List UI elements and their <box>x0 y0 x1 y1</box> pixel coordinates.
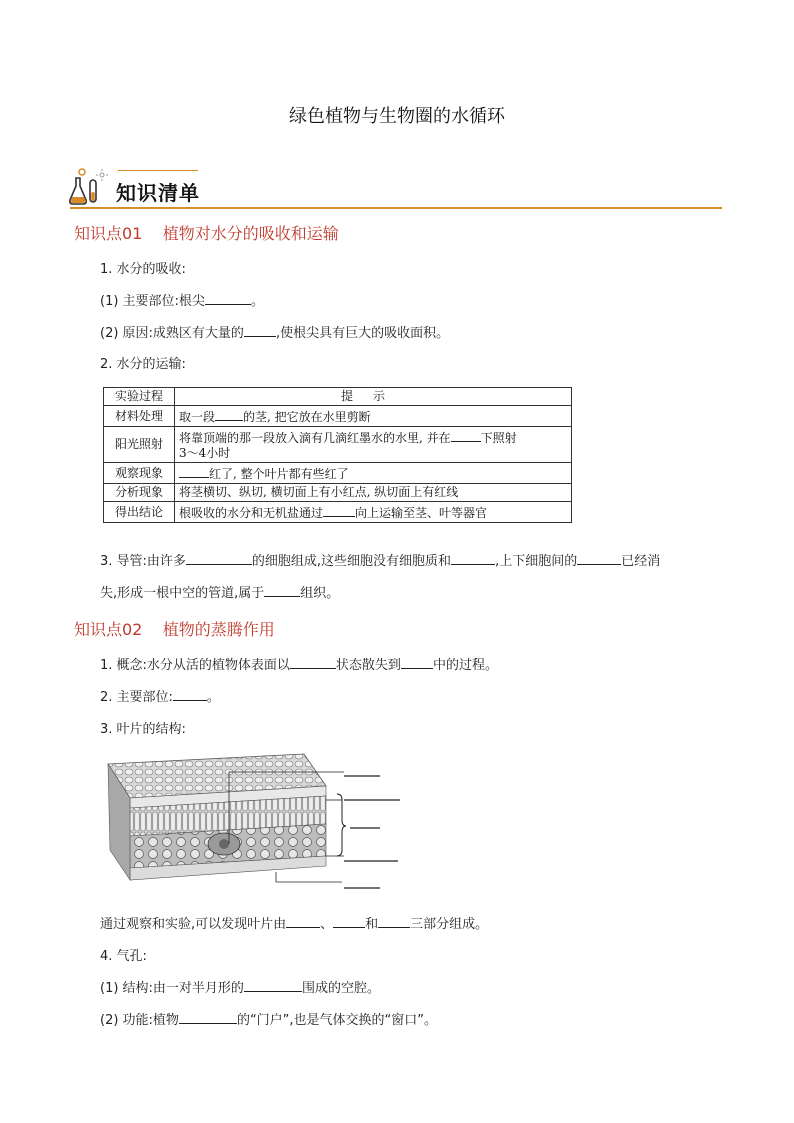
kp2-item-2: 2. 主要部位: 。 <box>100 686 220 705</box>
answer-blank[interactable] <box>290 655 336 669</box>
table-cell: 红了, 整个叶片都有些红了 <box>175 463 572 484</box>
answer-blank[interactable] <box>323 503 355 517</box>
kp1-item-1-1: (1) 主要部位:根尖 。 <box>100 290 264 309</box>
table-cell: 得出结论 <box>104 502 175 523</box>
table-row <box>104 484 572 502</box>
answer-blank[interactable] <box>215 407 243 421</box>
kp2-figure-caption: 通过观察和实验,可以发现叶片由 、 和 三部分组成。 <box>100 913 488 932</box>
table-cell: 根吸收的水分和无机盐通过 向上运输至茎、叶等器官 <box>175 502 572 523</box>
answer-blank[interactable] <box>244 323 276 337</box>
knowledge-point-01-heading: 知识点01 植物对水分的吸收和运输 <box>74 224 339 243</box>
answer-blank[interactable] <box>378 914 410 928</box>
answer-blank[interactable] <box>451 428 481 442</box>
knowledge-point-02-heading: 知识点02 植物的蒸腾作用 <box>74 620 275 639</box>
banner-accent-line <box>118 170 198 171</box>
answer-blank[interactable] <box>244 978 302 992</box>
answer-blank[interactable] <box>401 655 433 669</box>
table-cell: 观察现象 <box>104 463 175 484</box>
section-banner: 知识清单 <box>116 181 200 205</box>
kp1-item-2: 2. 水分的运输: <box>100 357 186 372</box>
answer-blank[interactable] <box>179 1010 237 1024</box>
answer-blank[interactable] <box>205 291 251 305</box>
answer-blank[interactable] <box>333 914 365 928</box>
banner-divider <box>70 207 722 209</box>
kp1-item-3: 3. 导管:由许多 的细胞组成,这些细胞没有细胞质和 ,上下细胞间的 已经消 <box>100 550 660 569</box>
kp1-item-1-2: (2) 原因:成熟区有大量的 ,使根尖具有巨大的吸收面积。 <box>100 322 449 341</box>
table-header-cell: 实验过程 <box>104 388 175 406</box>
table-cell: 材料处理 <box>104 406 175 427</box>
kp2-item-1: 1. 概念:水分从活的植物体表面以 状态散失到 中的过程。 <box>100 654 498 673</box>
kp2-item-4-2: (2) 功能:植物 的“门户”,也是气体交换的“窗口”。 <box>100 1009 437 1028</box>
kp1-item-3-cont: 失,形成一根中空的管道,属于 组织。 <box>100 582 339 601</box>
kp2-item-4-1: (1) 结构:由一对半月形的 围成的空腔。 <box>100 977 380 996</box>
table-header-row <box>104 388 572 406</box>
answer-blank[interactable] <box>179 464 209 478</box>
answer-blank[interactable] <box>577 551 621 565</box>
table-cell: 将茎横切、纵切, 横切面上有小红点, 纵切面上有红线 <box>175 484 572 502</box>
answer-blank[interactable] <box>286 914 320 928</box>
table-row <box>104 406 572 427</box>
table-cell: 分析现象 <box>104 484 175 502</box>
table-cell: 将靠顶端的那一段放入滴有几滴红墨水的水里, 并在 下照射 3～4小时 <box>175 427 572 463</box>
table-cell: 阳光照射 <box>104 427 175 463</box>
answer-blank[interactable] <box>451 551 495 565</box>
table-row <box>104 502 572 523</box>
kp2-item-4: 4. 气孔: <box>100 949 147 964</box>
page-title: 绿色植物与生物圈的水循环 <box>289 106 505 127</box>
answer-blank[interactable] <box>173 687 207 701</box>
table-row <box>104 427 572 463</box>
table-row <box>104 463 572 484</box>
kp2-item-3: 3. 叶片的结构: <box>100 722 186 737</box>
answer-blank[interactable] <box>186 551 252 565</box>
experiment-table <box>103 387 572 523</box>
lab-flask-icon <box>68 166 112 206</box>
kp1-item-1: 1. 水分的吸收: <box>100 262 186 277</box>
answer-blank[interactable] <box>264 583 300 597</box>
table-cell: 取一段 的茎, 把它放在水里剪断 <box>175 406 572 427</box>
leaf-structure-figure <box>104 752 404 892</box>
table-header-cell: 提示 <box>175 388 572 406</box>
